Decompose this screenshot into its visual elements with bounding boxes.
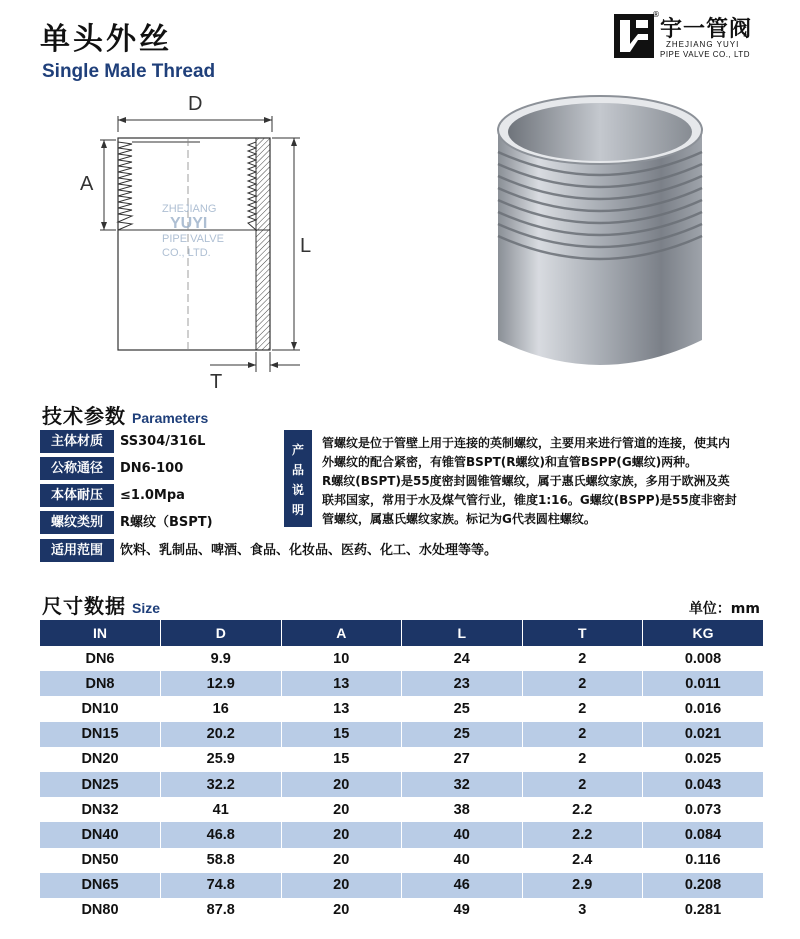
table-cell: 2.2 <box>522 822 643 847</box>
description-line: 外螺纹的配合紧密，有锥管BSPT(R螺纹)和直管BSPP(G螺纹)两种。 <box>322 455 698 469</box>
table-cell: DN10 <box>81 700 119 717</box>
column-header: T <box>522 620 643 646</box>
table-cell: 23 <box>402 671 523 696</box>
table-cell: 25 <box>402 696 523 721</box>
size-heading <box>42 590 160 619</box>
table-cell: 25.9 <box>161 747 282 772</box>
description-line: R螺纹(BSPT)是55度密封圆锥管螺纹，属于惠氏螺纹家族，多用于欧洲及英 <box>322 474 730 488</box>
table-cell: DN80 <box>81 902 119 919</box>
table-cell: 0.008 <box>643 646 764 671</box>
param-label: 本体耐压 <box>40 484 114 507</box>
table-cell: 16 <box>161 696 282 721</box>
table-cell: 87.8 <box>161 898 282 923</box>
table-cell: 20 <box>281 848 402 873</box>
table-cell: 2.2 <box>522 797 643 822</box>
table-row <box>40 772 763 797</box>
param-label: 适用范围 <box>40 539 114 562</box>
product-description-label: 产 品 说 明 <box>284 430 312 527</box>
table-row <box>40 873 763 898</box>
table-row <box>40 848 763 873</box>
param-label: 螺纹类别 <box>40 511 114 534</box>
table-cell: 2 <box>522 671 643 696</box>
table-cell: 24 <box>402 646 523 671</box>
page-title: 单头外丝 <box>40 22 172 57</box>
table-cell: 2.9 <box>522 873 643 898</box>
table-cell: DN40 <box>40 822 161 847</box>
table-cell: DN6 <box>85 650 115 667</box>
table-cell: 2 <box>522 696 643 721</box>
params-heading-cn: 技术参数 <box>42 404 126 428</box>
table-row <box>40 696 763 721</box>
column-header: A <box>281 620 402 646</box>
table-cell: 40 <box>402 822 523 847</box>
param-value: SS304/316L <box>120 434 206 449</box>
dim-label-t: T <box>210 371 223 393</box>
svg-text:CO., LTD.: CO., LTD. <box>162 247 211 259</box>
table-row <box>40 747 763 772</box>
svg-text:YUYI: YUYI <box>170 215 208 232</box>
table-row <box>40 722 763 747</box>
table-cell: 12.9 <box>161 671 282 696</box>
column-header: IN <box>40 620 161 646</box>
brand-name-cn: 宇一管阀 <box>660 17 753 42</box>
table-cell: 13 <box>281 671 402 696</box>
table-cell: 0.281 <box>643 898 764 923</box>
svg-text:PIPE VALVE: PIPE VALVE <box>162 233 224 245</box>
param-row-material <box>40 430 268 453</box>
table-cell: DN25 <box>40 772 161 797</box>
table-cell: 0.208 <box>643 873 764 898</box>
table-cell: 20 <box>281 772 402 797</box>
table-cell: DN65 <box>40 873 161 898</box>
param-row-thread <box>40 511 268 534</box>
table-cell: 0.021 <box>643 722 764 747</box>
param-row-pressure <box>40 484 268 507</box>
table-cell: 0.043 <box>643 772 764 797</box>
table-cell: DN8 <box>40 671 161 696</box>
page-subtitle: Single Male Thread <box>42 61 216 82</box>
logo-mark-icon <box>614 14 654 58</box>
table-cell: 13 <box>281 696 402 721</box>
unit-label: 单位：mm <box>688 601 760 617</box>
param-label: 公称通径 <box>40 457 114 480</box>
table-cell: 15 <box>281 747 402 772</box>
table-cell: 9.9 <box>161 646 282 671</box>
size-heading-en: Size <box>132 600 161 616</box>
svg-text:ZHEJIANG: ZHEJIANG <box>162 203 217 215</box>
table-row <box>40 671 763 696</box>
dim-label-d: D <box>188 93 203 115</box>
table-cell: 25 <box>402 722 523 747</box>
table-cell: 0.073 <box>643 797 764 822</box>
table-cell: 49 <box>402 898 523 923</box>
column-header: KG <box>643 620 764 646</box>
table-row <box>40 822 763 847</box>
table-cell: 0.025 <box>643 747 764 772</box>
table-cell: 2.4 <box>522 848 643 873</box>
table-cell: 41 <box>161 797 282 822</box>
table-cell: 20 <box>281 898 402 923</box>
table-cell: 58.8 <box>161 848 282 873</box>
table-row <box>40 646 763 671</box>
table-row <box>40 898 763 923</box>
registered-mark: ® <box>652 10 660 19</box>
table-cell: 20.2 <box>161 722 282 747</box>
description-line: 管螺纹是位于管壁上用于连接的英制螺纹，主要用来进行管道的连接，使其内 <box>322 436 731 450</box>
table-cell: DN15 <box>40 722 161 747</box>
table-cell: 0.084 <box>643 822 764 847</box>
param-value: ≤1.0Mpa <box>120 488 185 503</box>
table-cell: 2 <box>522 646 643 671</box>
table-cell: 10 <box>281 646 402 671</box>
table-header-row <box>40 620 763 646</box>
table-cell: 3 <box>522 898 643 923</box>
table-cell: DN50 <box>81 852 119 869</box>
table-cell: 0.016 <box>643 696 764 721</box>
dim-label-a: A <box>80 173 94 195</box>
param-row-application <box>40 539 775 562</box>
brand-name-en-line1: ZHEJIANG YUYI <box>666 40 740 49</box>
company-logo <box>614 10 764 62</box>
table-cell: 40 <box>402 848 523 873</box>
param-label: 主体材质 <box>40 430 114 453</box>
table-row <box>40 797 763 822</box>
table-cell: DN20 <box>81 751 119 768</box>
params-heading <box>42 400 208 429</box>
table-cell: 46.8 <box>161 822 282 847</box>
table-cell: 74.8 <box>161 873 282 898</box>
table-cell: 20 <box>281 797 402 822</box>
param-value: R螺纹（BSPT) <box>120 515 213 530</box>
table-cell: 32 <box>402 772 523 797</box>
table-cell: 20 <box>281 822 402 847</box>
column-header: D <box>161 620 282 646</box>
params-heading-en: Parameters <box>132 410 209 426</box>
size-table <box>40 620 763 923</box>
table-cell: 0.116 <box>643 848 764 873</box>
table-cell: 2 <box>522 772 643 797</box>
table-cell: DN32 <box>81 801 119 818</box>
table-cell: 46 <box>402 873 523 898</box>
table-cell: 20 <box>281 873 402 898</box>
column-header: L <box>402 620 523 646</box>
table-cell: 2 <box>522 722 643 747</box>
table-cell: 0.011 <box>643 671 764 696</box>
dim-label-l: L <box>300 235 312 257</box>
param-value: DN6-100 <box>120 461 184 476</box>
param-value: 饮料、乳制品、啤酒、食品、化妆品、医药、化工、水处理等等。 <box>120 543 498 558</box>
product-photo <box>490 90 710 380</box>
description-line: 管螺纹，属惠氏螺纹家族。标记为G代表圆柱螺纹。 <box>322 512 596 526</box>
table-cell: 38 <box>402 797 523 822</box>
table-cell: 2 <box>522 747 643 772</box>
technical-drawing <box>60 82 320 402</box>
table-cell: 15 <box>281 722 402 747</box>
table-cell: 27 <box>402 747 523 772</box>
size-heading-cn: 尺寸数据 <box>42 594 126 618</box>
brand-name-en-line2: PIPE VALVE CO., LTD <box>660 50 750 59</box>
description-line: 联邦国家，常用于水及煤气管行业，锥度1:16。G螺纹(BSPP)是55度非密封 <box>322 493 737 507</box>
table-cell: 32.2 <box>161 772 282 797</box>
param-row-diameter <box>40 457 268 480</box>
